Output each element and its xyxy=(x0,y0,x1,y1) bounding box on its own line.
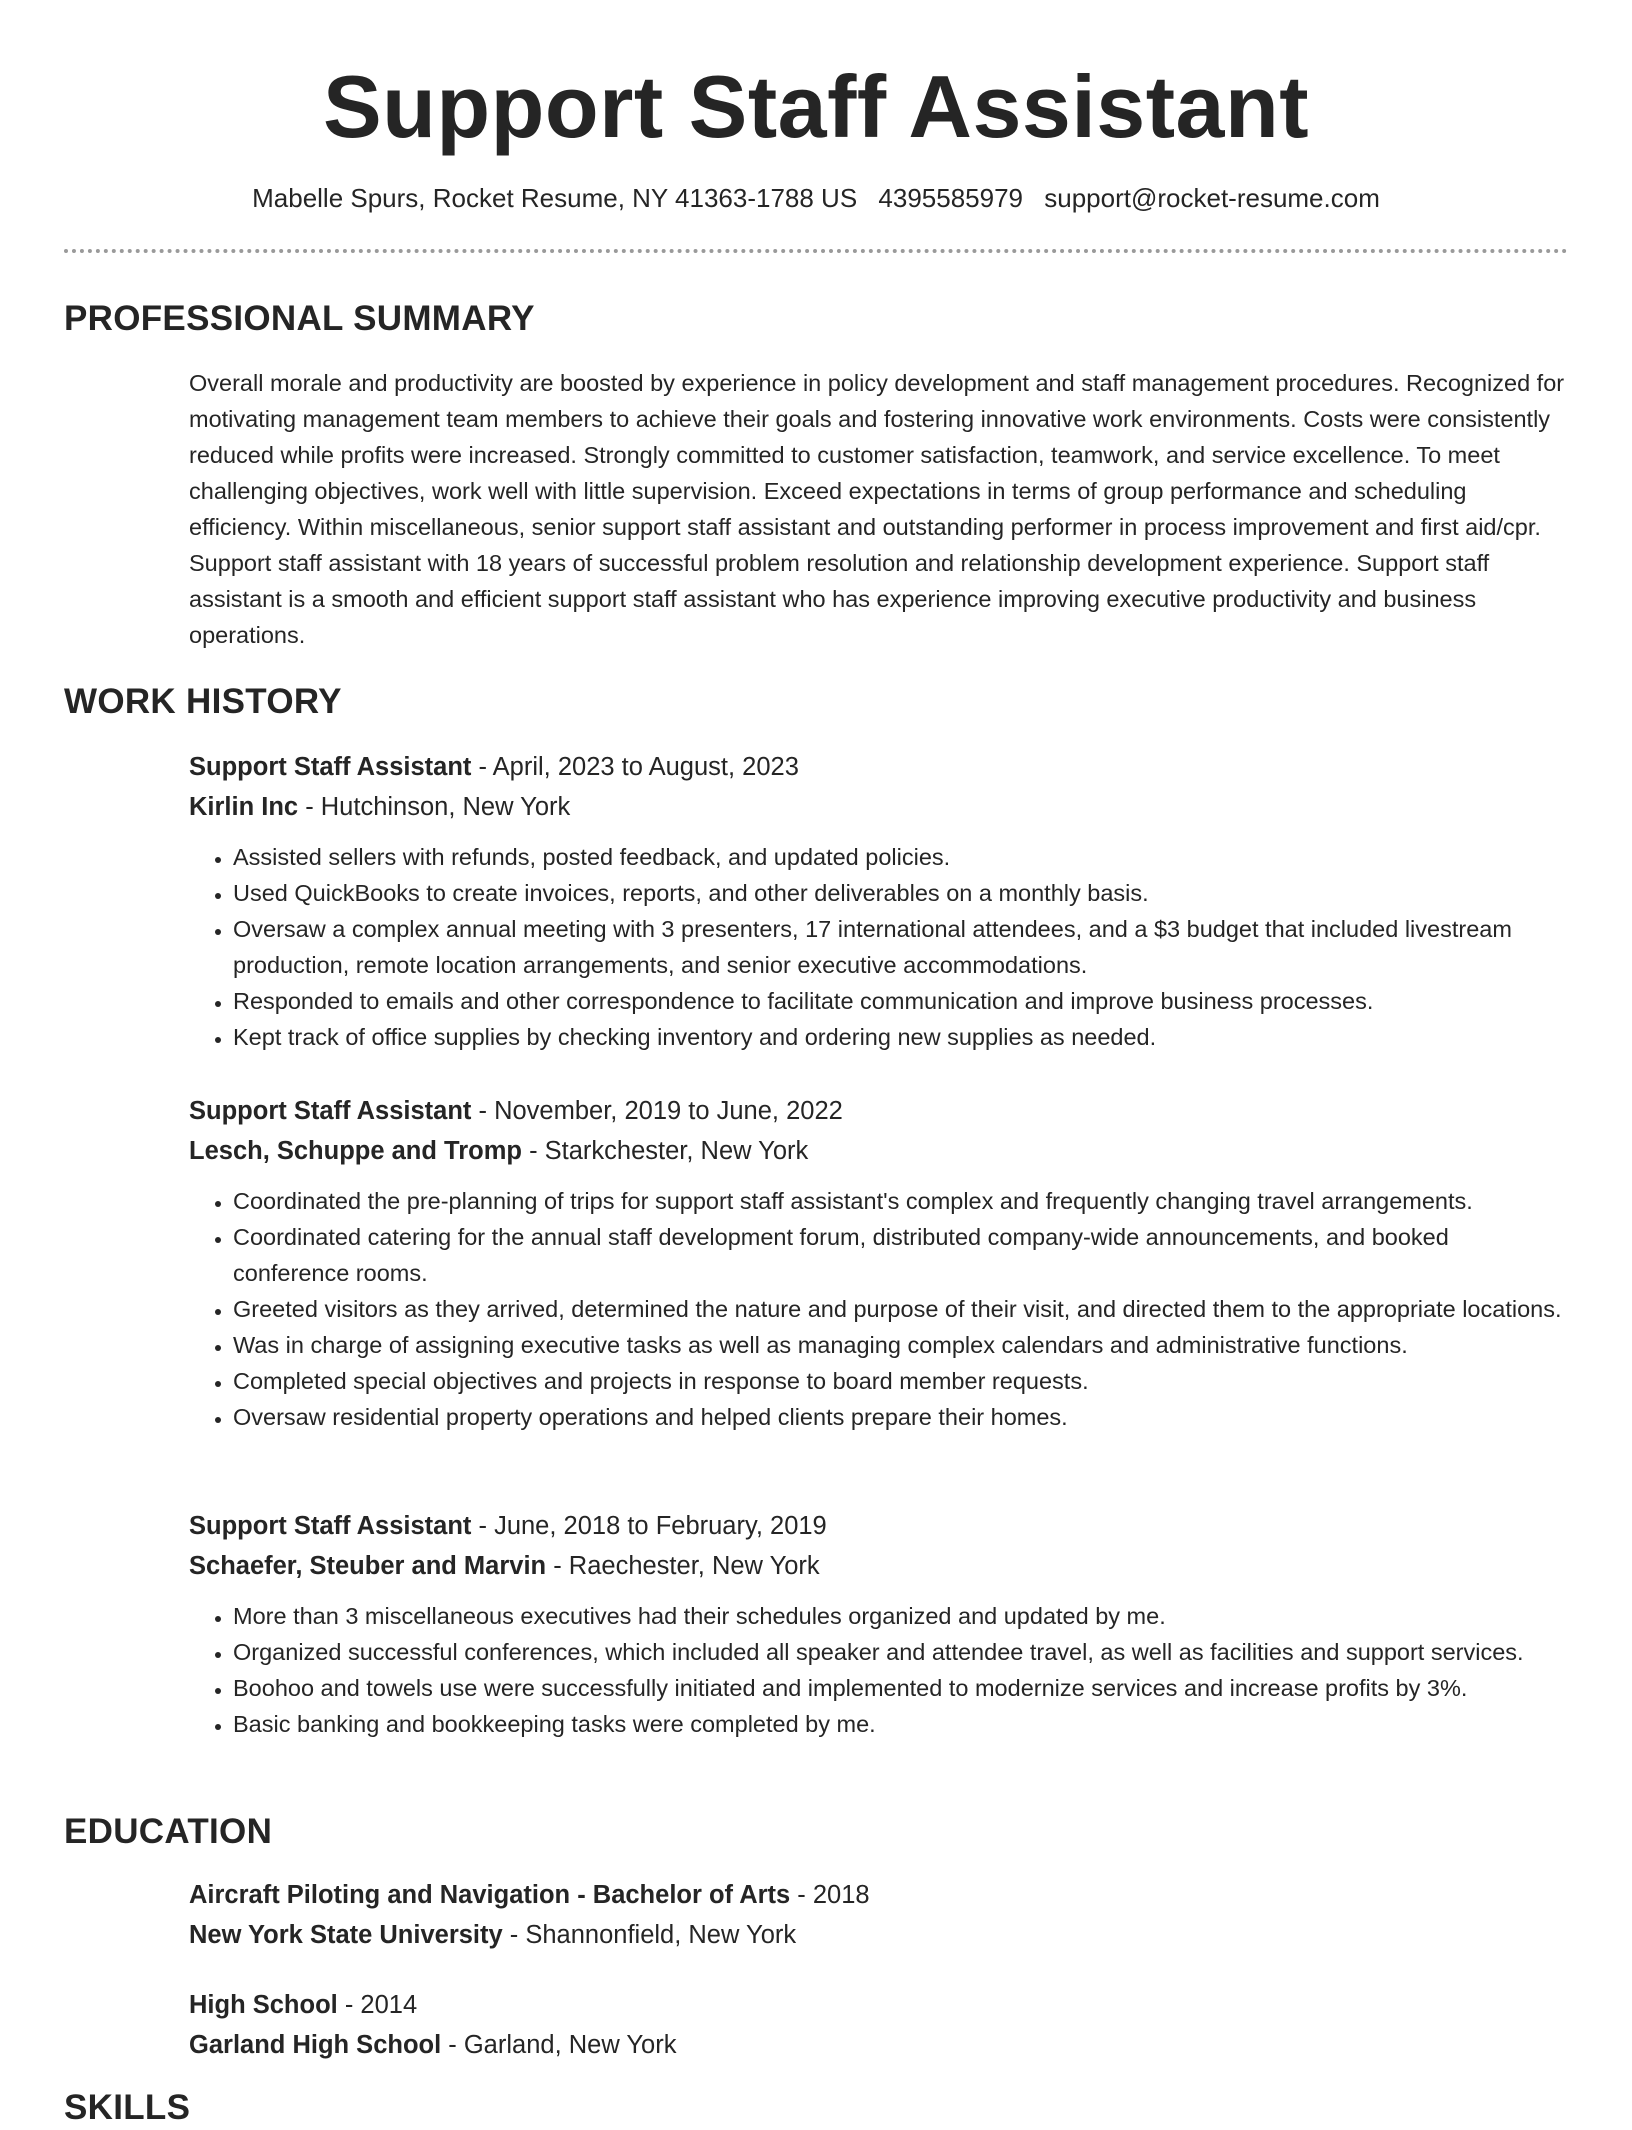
job-company-line xyxy=(189,1546,1569,1586)
job-company: Schaefer, Steuber and Marvin xyxy=(189,1552,547,1580)
edu-school: Garland High School xyxy=(189,2031,442,2059)
skills-heading: SKILLS xyxy=(64,2088,191,2127)
edu-location: - Shannonfield, New York xyxy=(502,1921,797,1949)
job-bullet: • Oversaw residential property operations and helped clients prepare their homes. xyxy=(233,1399,1569,1435)
job-title-line xyxy=(189,1091,1569,1131)
job-bullet: • Responded to emails and other correspondence to facilitate communication and improve business processes. xyxy=(233,983,1569,1019)
edu-school-line xyxy=(189,1915,1569,1955)
education-entry xyxy=(189,1875,1569,1955)
job-company: Kirlin Inc xyxy=(189,793,299,821)
job-bullet: • Greeted visitors as they arrived, determined the nature and purpose of their visit, and directed them to the appropriate locations. xyxy=(233,1291,1569,1327)
job-bullet: • Organized successful conferences, which included all speaker and attendee travel, as well as facilities and support services. xyxy=(233,1634,1569,1670)
header-divider xyxy=(64,249,1568,253)
edu-year: - 2014 xyxy=(337,1991,418,2019)
job-title: Support Staff Assistant xyxy=(189,1512,472,1540)
job-bullet: • Used QuickBooks to create invoices, reports, and other deliverables on a monthly basis. xyxy=(233,875,1569,911)
resume-name: Support Staff Assistant xyxy=(322,57,1310,156)
job-entry xyxy=(189,1506,1569,1742)
job-location: - Raechester, New York xyxy=(546,1552,820,1580)
education-entry xyxy=(189,1985,1569,2065)
job-bullet: • More than 3 miscellaneous executives had their schedules organized and updated by me. xyxy=(233,1598,1569,1634)
edu-school: New York State University xyxy=(189,1921,503,1949)
job-bullet: • Kept track of office supplies by checking inventory and ordering new supplies as needed. xyxy=(233,1019,1569,1055)
contact-phone: 4395585979 xyxy=(878,183,1024,213)
summary-text: Overall morale and productivity are boosted by experience in policy development and staff management procedures. Recognized for motivating management team members to achieve their goals and fostering innovative work environments. Costs were consistently reduced while profits were increased. Strongly committed to customer satisfaction, teamwork, and service excellence. To meet challenging objectives, work well with little supervision. Exceed expectations in terms of group performance and scheduling efficiency. Within miscellaneous, senior support staff assistant and outstanding performer in process improvement and first aid/cpr. Support staff assistant with 18 years of successful problem resolution and relationship development experience. Support staff assistant is a smooth and efficient support staff assistant who has experience improving executive productivity and business operations. xyxy=(189,370,1565,648)
edu-degree-line xyxy=(189,1875,1569,1915)
job-company-line xyxy=(189,787,1569,827)
job-bullet: • Was in charge of assigning executive tasks as well as managing complex calendars and administrative functions. xyxy=(233,1327,1569,1363)
contact-line xyxy=(0,180,1632,216)
edu-degree-line xyxy=(189,1985,1569,2025)
job-title-line xyxy=(189,747,1569,787)
edu-degree: Aircraft Piloting and Navigation - Bachelor of Arts xyxy=(189,1881,791,1909)
edu-school-line xyxy=(189,2025,1569,2065)
job-dates: - November, 2019 to June, 2022 xyxy=(471,1097,843,1125)
job-bullets xyxy=(189,839,1569,1055)
job-title-line xyxy=(189,1506,1569,1546)
job-bullet: • Coordinated catering for the annual staff development forum, distributed company-wide announcements, and booked conference rooms. xyxy=(233,1219,1569,1291)
work-history-heading: WORK HISTORY xyxy=(64,682,342,721)
summary-heading: PROFESSIONAL SUMMARY xyxy=(64,299,535,338)
job-company: Lesch, Schuppe and Tromp xyxy=(189,1137,522,1165)
edu-degree: High School xyxy=(189,1991,338,2019)
job-bullets xyxy=(189,1183,1569,1435)
job-entry xyxy=(189,747,1569,1055)
edu-year: - 2018 xyxy=(790,1881,870,1909)
job-bullet: • Oversaw a complex annual meeting with 3 presenters, 17 international attendees, and a $3 budget that included livestream production, remote location arrangements, and senior executive accommodations. xyxy=(233,911,1569,983)
job-location: - Starkchester, New York xyxy=(521,1137,809,1165)
contact-address: Mabelle Spurs, Rocket Resume, NY 41363-1788 US xyxy=(252,183,858,213)
job-bullet: • Assisted sellers with refunds, posted feedback, and updated policies. xyxy=(233,839,1569,875)
job-bullets xyxy=(189,1598,1569,1742)
job-entry xyxy=(189,1091,1569,1435)
job-title: Support Staff Assistant xyxy=(189,1097,472,1125)
contact-email[interactable]: support@rocket-resume.com xyxy=(1044,183,1380,213)
job-bullet: • Completed special objectives and projects in response to board member requests. xyxy=(233,1363,1569,1399)
job-location: - Hutchinson, New York xyxy=(298,793,571,821)
job-dates: - April, 2023 to August, 2023 xyxy=(471,753,799,781)
edu-location: - Garland, New York xyxy=(441,2031,677,2059)
job-dates: - June, 2018 to February, 2019 xyxy=(471,1512,827,1540)
education-heading: EDUCATION xyxy=(64,1812,273,1851)
job-bullet: • Coordinated the pre-planning of trips for support staff assistant's complex and frequently changing travel arrangements. xyxy=(233,1183,1569,1219)
job-bullet: • Basic banking and bookkeeping tasks were completed by me. xyxy=(233,1706,1569,1742)
job-company-line xyxy=(189,1131,1569,1171)
job-title: Support Staff Assistant xyxy=(189,753,472,781)
job-bullet: • Boohoo and towels use were successfully initiated and implemented to modernize services and increase profits by 3%. xyxy=(233,1670,1569,1706)
